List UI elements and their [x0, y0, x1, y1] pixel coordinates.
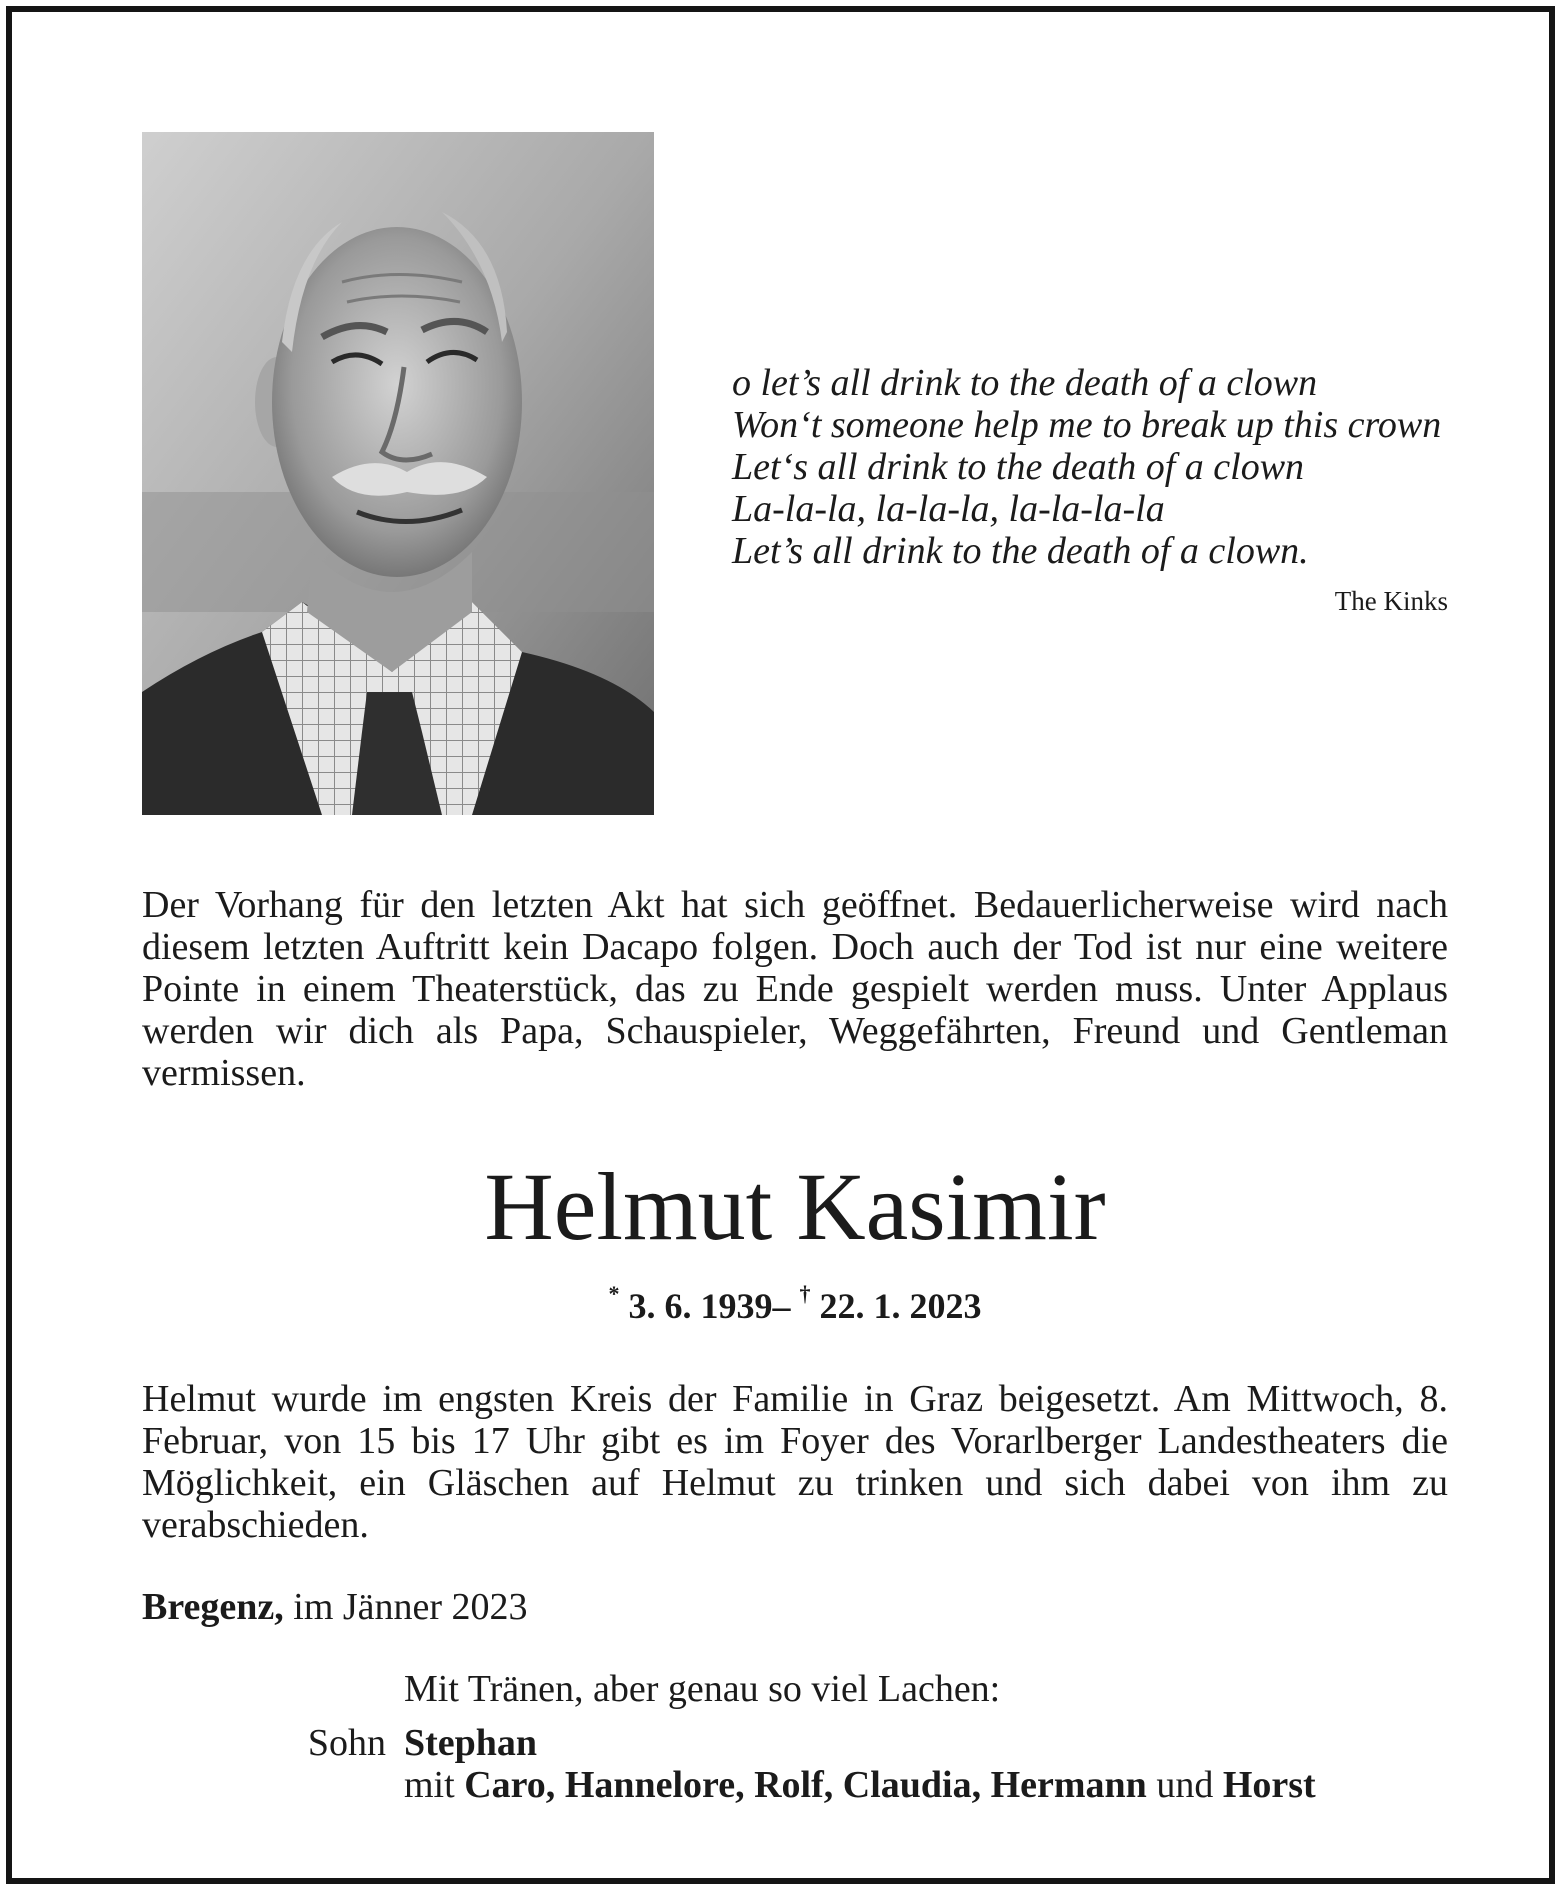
son-name: Stephan: [404, 1722, 538, 1764]
relative-name: Caro,: [464, 1764, 556, 1806]
obituary-frame: [6, 6, 1555, 1884]
portrait-photo: [142, 132, 654, 815]
poem-line: o let’s all drink to the death of a clown: [732, 362, 1318, 404]
date-separator: –: [772, 1286, 791, 1326]
relative-name: Hermann: [990, 1764, 1147, 1806]
poem-line: Let‘s all drink to the death of a clown: [732, 446, 1305, 488]
poem-line: Won‘t someone help me to break up this crown: [732, 404, 1442, 446]
with-word: mit: [404, 1764, 455, 1806]
relative-name: Hannelore,: [564, 1764, 745, 1806]
relative-name: Rolf,: [754, 1764, 834, 1806]
poem-source: The Kinks: [1334, 586, 1448, 616]
death-date: 22. 1. 2023: [819, 1286, 982, 1326]
place-city: Bregenz,: [142, 1586, 284, 1628]
relative-name: Claudia,: [842, 1764, 982, 1806]
mourners-intro: Mit Tränen, aber genau so viel Lachen:: [404, 1668, 1001, 1710]
relative-name: Horst: [1222, 1764, 1316, 1806]
place-date: im Jänner 2023: [293, 1586, 528, 1628]
life-dates: [142, 1276, 1448, 1328]
birth-date: 3. 6. 1939: [628, 1286, 773, 1326]
son-role-label: Sohn: [307, 1722, 386, 1764]
deceased-name: Helmut Kasimir: [484, 1153, 1106, 1260]
birth-symbol: *: [608, 1281, 620, 1306]
death-symbol: †: [799, 1281, 811, 1306]
intro-paragraph: Der Vorhang für den letzten Akt hat sich geöffnet. Bedauerlicherweise wird nach diesem letzten Auftritt kein Dacapo folgen. Doch auch der Tod ist nur eine weitere Pointe in einem Theaterstück, das zu Ende gespielt werden muss. Unter Applaus werden wir dich als Papa, Schauspieler, Weggefährten, Freund und Gentleman vermissen.: [142, 884, 1448, 1094]
and-word: und: [1156, 1764, 1214, 1806]
poem-line: La-la-la, la-la-la, la-la-la-la: [732, 488, 1165, 530]
poem-line: Let’s all drink to the death of a clown.: [732, 530, 1309, 572]
place-date-line: [142, 1586, 528, 1628]
burial-paragraph: Helmut wurde im engsten Kreis der Familie in Graz beigesetzt. Am Mittwoch, 8. Februar, von 15 bis 17 Uhr gibt es im Foyer des Vorarlberger Landestheaters die Möglichkeit, ein Gläschen auf Helmut zu trinken und sich dabei von ihm zu verabschieden.: [142, 1378, 1448, 1546]
relatives-line: [404, 1764, 1316, 1806]
poem-quote: [732, 362, 1452, 572]
